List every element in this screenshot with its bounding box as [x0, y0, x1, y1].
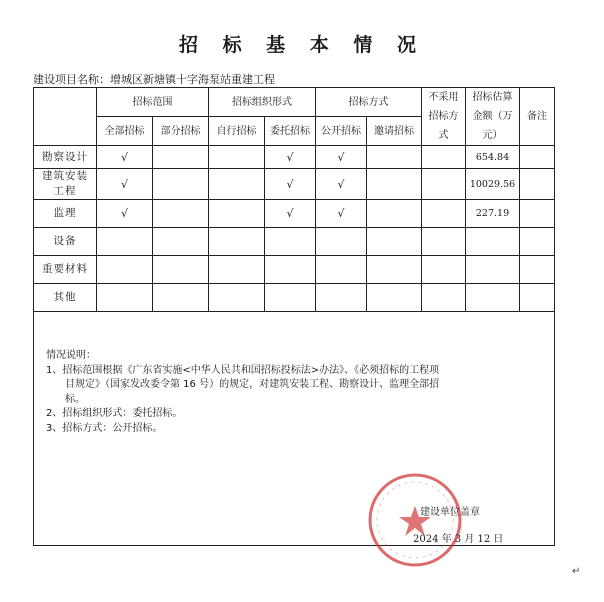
cell-self [209, 256, 265, 284]
cell-partial [153, 284, 209, 312]
return-mark-icon: ↵ [572, 566, 581, 577]
cell-partial [153, 228, 209, 256]
cell-amount: 227.19 [466, 200, 520, 228]
cell-partial [153, 256, 209, 284]
cell-partial [153, 169, 209, 200]
header-estimate: 招标估算金额（万元） [466, 88, 520, 146]
cell-remark [520, 146, 555, 169]
cell-invited [367, 256, 422, 284]
note-item-1-line-2: 目规定》（国家发改委令第 16 号）的规定，对建筑安装工程、勘察设计、监理全部招 [65, 379, 440, 390]
subheader-entrusted: 委托招标 [265, 117, 316, 146]
cell-entrusted [265, 256, 316, 284]
header-method: 招标方式 [316, 88, 422, 117]
cell-amount [466, 284, 520, 312]
cell-no-bid [422, 169, 466, 200]
cell-self [209, 146, 265, 169]
subheader-self: 自行招标 [209, 117, 265, 146]
note-item-1-line-1: 1、招标范围根据《广东省实施<中华人民共和国招标投标法>办法》、《必须招标的工程项 [46, 364, 440, 376]
cell-full [97, 228, 153, 256]
row-item: 勘察设计 [34, 146, 97, 169]
table-row [34, 200, 555, 228]
project-name-line [33, 71, 275, 87]
notes [46, 349, 536, 436]
cell-entrusted [265, 228, 316, 256]
cell-no-bid [422, 200, 466, 228]
cell-remark [520, 256, 555, 284]
cell-open: √ [316, 169, 367, 200]
project-label: 建设项目名称： [33, 73, 110, 86]
cell-partial [153, 200, 209, 228]
cell-entrusted: √ [265, 169, 316, 200]
cell-invited [367, 169, 422, 200]
header-organization: 招标组织形式 [209, 88, 316, 117]
cell-invited [367, 200, 422, 228]
cell-amount [466, 256, 520, 284]
cell-full: √ [97, 146, 153, 169]
note-item-3: 3、招标方式：公开招标。 [46, 422, 163, 434]
official-seal [365, 470, 465, 570]
corner-cell [34, 88, 97, 146]
cell-open: √ [316, 146, 367, 169]
cell-open [316, 256, 367, 284]
subheader-invited: 邀请招标 [367, 117, 422, 146]
cell-full [97, 256, 153, 284]
table-row [34, 228, 555, 256]
subheader-full: 全部招标 [97, 117, 153, 146]
cell-full [97, 284, 153, 312]
signature-label: 建设单位盖章 [420, 507, 480, 518]
cell-remark [520, 228, 555, 256]
header-scope: 招标范围 [97, 88, 209, 117]
cell-open [316, 228, 367, 256]
notes-heading: 情况说明： [46, 350, 96, 361]
project-name: 增城区新塘镇十字海泵站重建工程 [110, 73, 275, 86]
row-item: 其他 [34, 284, 97, 312]
cell-no-bid [422, 146, 466, 169]
cell-full: √ [97, 169, 153, 200]
cell-amount: 654.84 [466, 146, 520, 169]
cell-open [316, 284, 367, 312]
cell-self [209, 228, 265, 256]
table-row [34, 146, 555, 169]
cell-invited [367, 146, 422, 169]
note-item-2: 2、招标组织形式：委托招标。 [46, 408, 183, 419]
cell-amount [466, 228, 520, 256]
subheader-partial: 部分招标 [153, 117, 209, 146]
row-item: 建筑安装工程 [34, 169, 97, 200]
table-row [34, 284, 555, 312]
cell-no-bid [422, 284, 466, 312]
cell-entrusted: √ [265, 200, 316, 228]
cell-remark [520, 200, 555, 228]
cell-amount: 10029.56 [466, 169, 520, 200]
cell-entrusted: √ [265, 146, 316, 169]
header-no-bid-method: 不采用招标方式 [422, 88, 466, 146]
row-item: 监理 [34, 200, 97, 228]
note-item-1-line-3: 标。 [65, 393, 85, 405]
cell-self [209, 200, 265, 228]
signature-date: 2024 年 3 月 12 日 [413, 534, 504, 545]
cell-partial [153, 146, 209, 169]
cell-no-bid [422, 228, 466, 256]
cell-full: √ [97, 200, 153, 228]
cell-self [209, 284, 265, 312]
cell-open: √ [316, 200, 367, 228]
bidding-table [33, 87, 555, 546]
row-item: 设备 [34, 228, 97, 256]
table-row [34, 256, 555, 284]
subheader-open: 公开招标 [316, 117, 367, 146]
cell-remark [520, 284, 555, 312]
cell-invited [367, 284, 422, 312]
cell-entrusted [265, 284, 316, 312]
cell-no-bid [422, 256, 466, 284]
page-title: 招 标 基 本 情 况 [178, 34, 426, 56]
row-item: 重要材料 [34, 256, 97, 284]
header-remarks: 备注 [520, 88, 555, 146]
table-row [34, 169, 555, 200]
cell-invited [367, 228, 422, 256]
cell-self [209, 169, 265, 200]
cell-remark [520, 169, 555, 200]
